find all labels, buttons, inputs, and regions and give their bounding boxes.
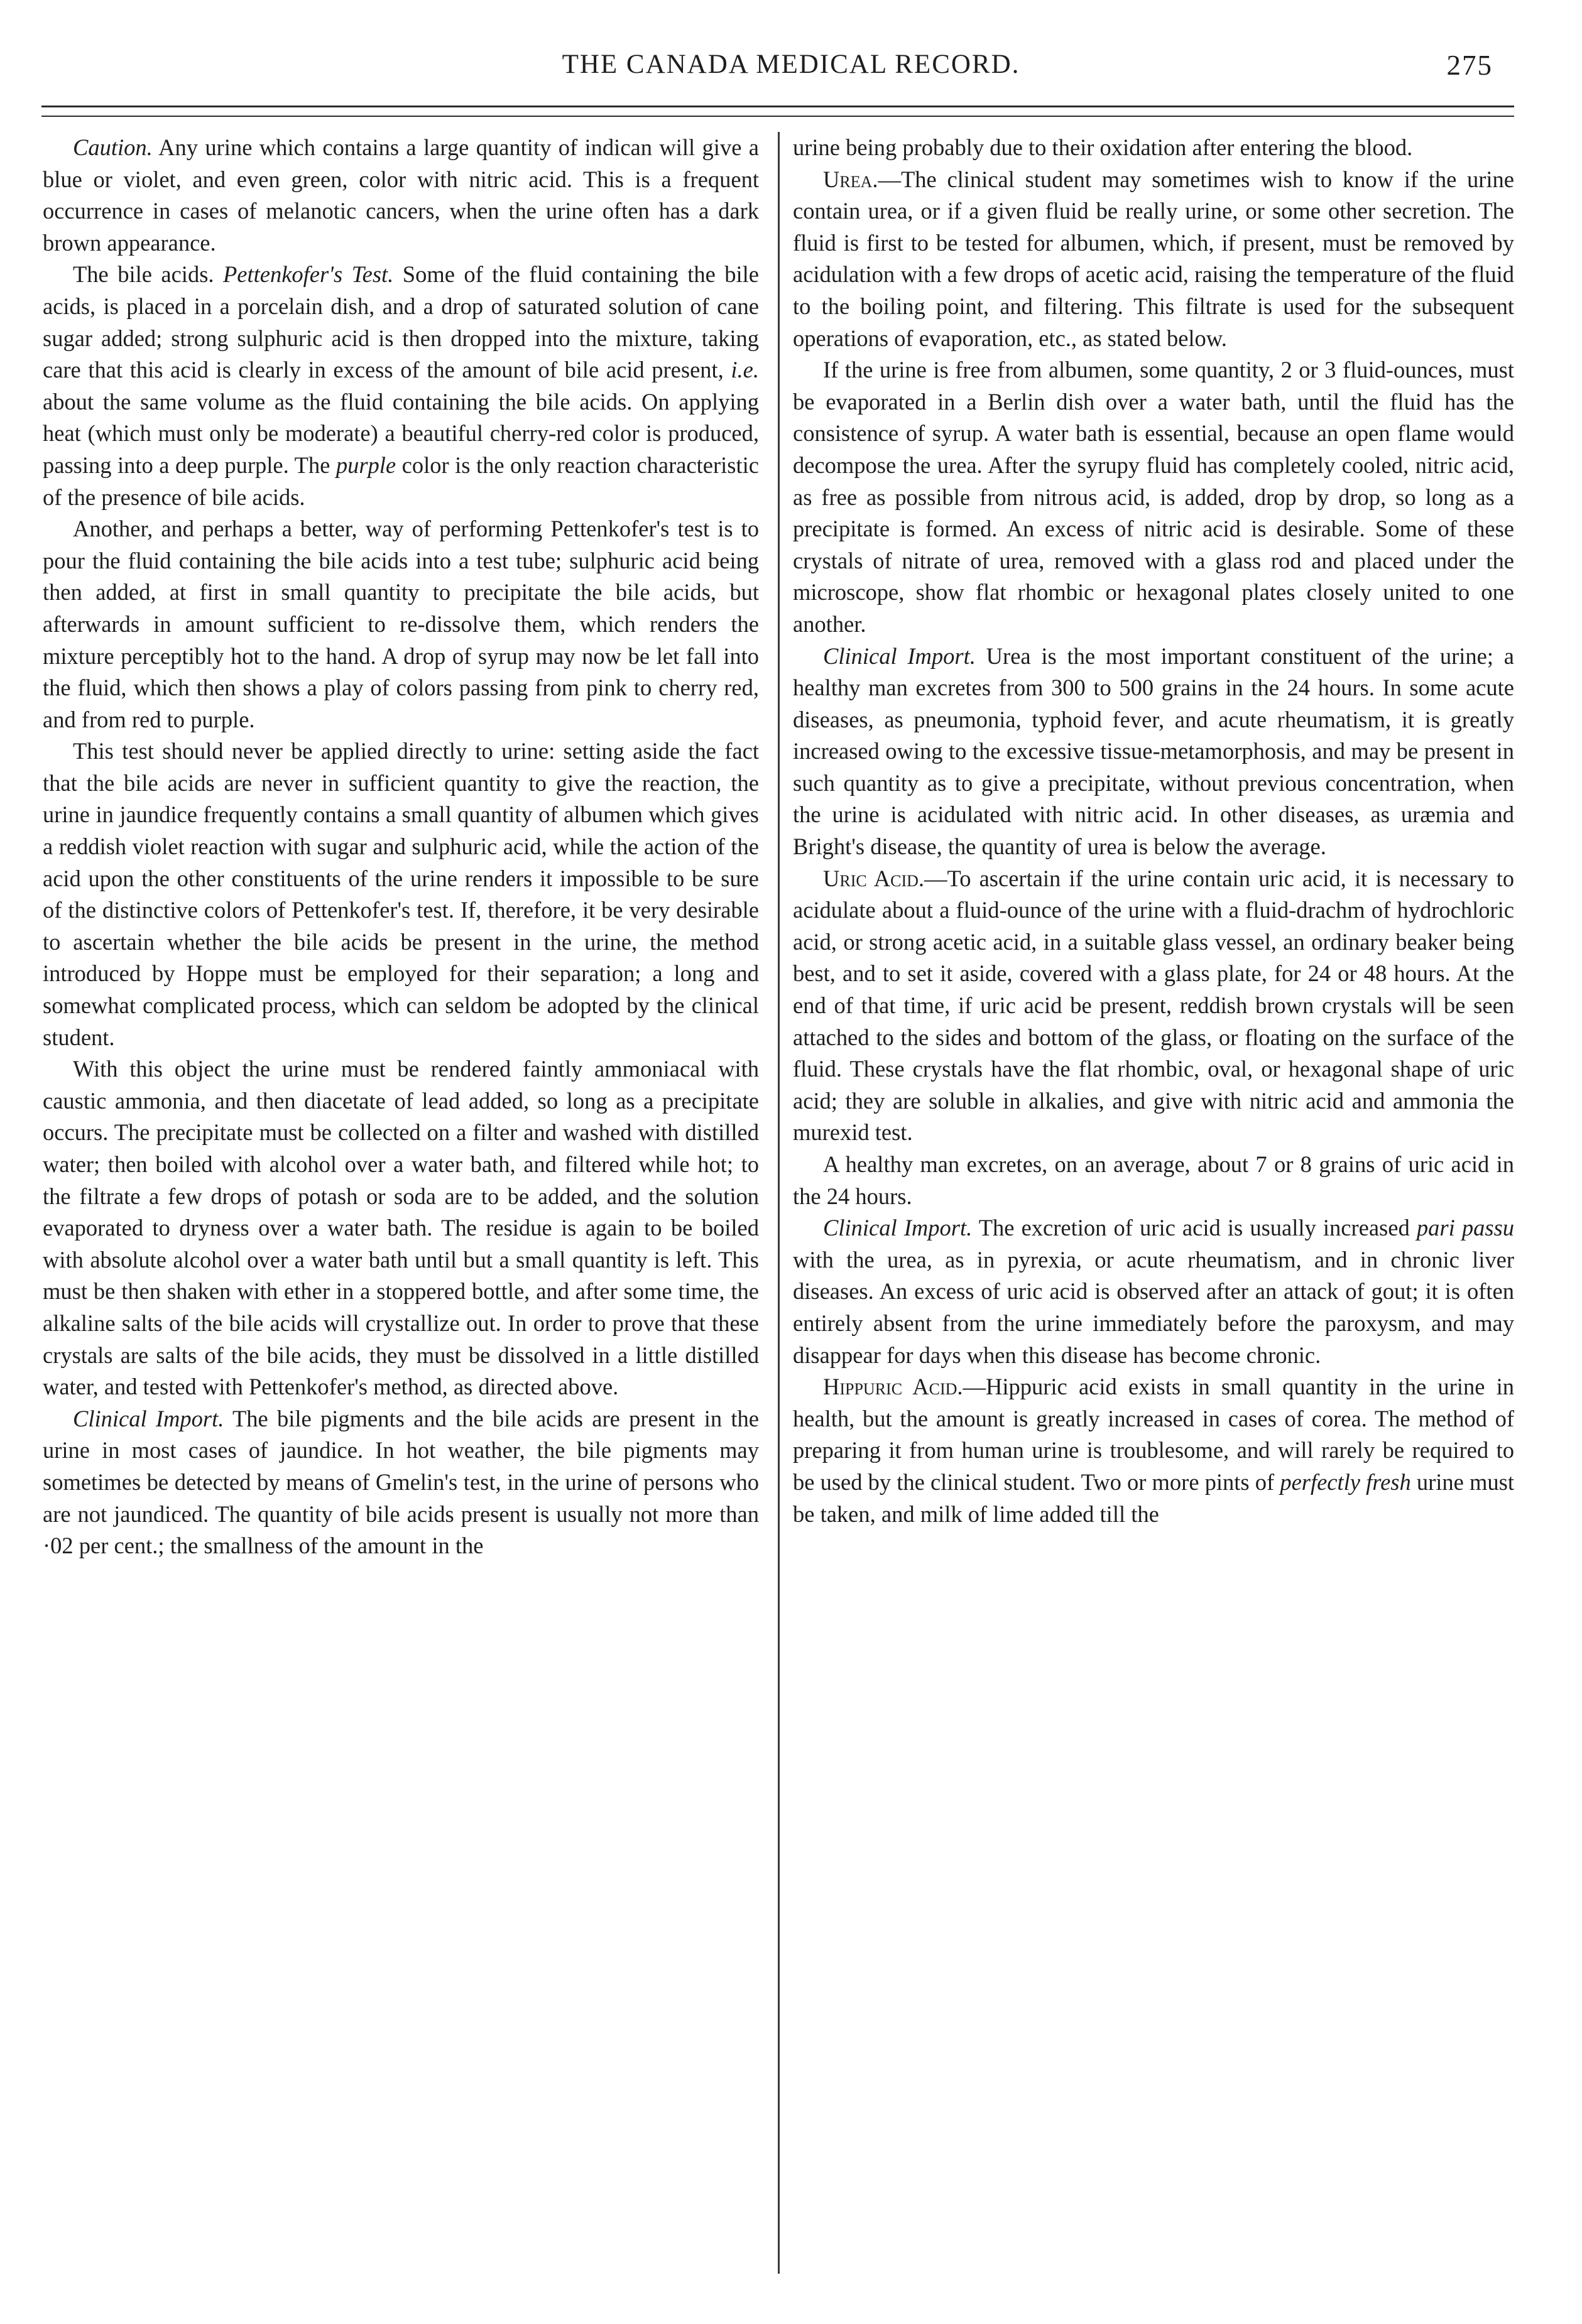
paragraph-test-warning: This test should never be applied directly to urine: setting aside the fact that the bile acids are never in sufficient quantity to give the reaction, the urine in jaundice frequently contains a small quantity of albumen which gives a reddish violet reaction with sugar and sulphuric acid, while the action of the acid upon the other constituents of the urine renders it impossible to be sure of the distinctive colors of Pettenkofer's test. If, therefore, it be very desirable to ascertain whether the bile acids be present in the urine, the method introduced by Hoppe must be employed for their separation; a long and somewhat complicated process, which can seldom be adopted by the clinical student. [43,738,759,1050]
pettenkofer-test-heading: Pettenkofer's Test. [222,261,394,288]
uric-acid-heading: Uric Acid. [823,865,925,891]
purple-emphasis: purple [335,452,396,478]
paragraph-hoppe-method: With this object the urine must be rendered faintly ammoniacal with caustic ammonia, and then diacetate of lead added, so long as a precipitate occurs. The precipitate must be collected on a filter and washed with distilled water; then boiled with alcohol over a water bath, and filtered while hot; to the filtrate a few drops of potash or soda are to be added, and the solution evaporated to dryness over a water bath. The residue is again to be boiled with absolute alcohol over a water bath until but a small quantity is left. This must be then shaken with ether in a stoppered bottle, and after some time, the alkaline salts of the bile acids will crystallize out. In order to prove that these crystals are salts of the bile acids, they must be dissolved in a little distilled water, and tested with Pettenkofer's method, as directed above. [43,1056,759,1400]
paragraph-clinical-import-urea [793,641,1514,863]
clinical-import-bile-text: The bile pigments and the bile acids are present in the urine in most cases of jaundice. In hot weather, the bile pigments may sometimes be detected by means of Gmelin's test, in the urine of persons who are not jaundiced. The quantity of bile acids present is usually not more than ·02 per cent.; the smallness of the amount in the [43,1405,760,1559]
paragraph-clinical-import-bile [43,1403,759,1562]
paragraph-uric-acid-amount: A healthy man excretes, on an average, about 7 or 8 grains of uric acid in the 24 hours. [793,1151,1514,1209]
bile-acids-text-1: Some of the fluid containing the bile acids, is placed in a porcelain dish, and a drop of saturated solution of cane sugar added; strong sulphuric acid is then dropped into the mixture, taking care that this acid is clearly in excess of the amount of bile acid present, [43,261,759,383]
hippuric-acid-text-2: urine must be taken, and milk of lime added till the [793,1469,1515,1527]
paragraph-caution [43,132,759,259]
urea-heading: Urea. [823,166,878,192]
clinical-import-urea-text: Urea is the most important constituent of the urine; a healthy man excretes from 300 to 500 grains in the 24 hours. In some acute diseases, as pneumonia, typhoid fever, and acute rheumatism, it is greatly increased owing to the excessive tissue-metamorphosis, and may be present in such quantity as to give a precipitate, without previous concentration, when the urine is acidulated with nitric acid. In other diseases, as uræmia and Bright's disease, the quantity of urea is below the average. [793,643,1515,860]
paragraph-oxidation-continued: urine being probably due to their oxidation after entering the blood. [793,134,1413,160]
pari-passu-emphasis: pari passu [1416,1215,1514,1241]
bile-acids-text-3: color is the only reaction characteristic of the presence of bile acids. [43,452,759,510]
hippuric-acid-text-1: —Hippuric acid exists in small quantity in the urine in health, but the amount is greatly increased in cases of corea. The method of preparing it from human urine is troublesome, and will rarely be required to be used by the clinical student. Two or more pints of [793,1374,1514,1495]
clinical-import-uric-text-2: with the urea, as in pyrexia, or acute rheumatism, and in chronic liver diseases. An excess of uric acid is observed after an attack of gout; it is often entirely absent from the urine immediately before the paroxysm, and may disappear for days when this disease has become chronic. [793,1246,1514,1368]
bile-acids-heading: The bile acids. [73,261,223,288]
paragraph-hippuric-acid [793,1371,1514,1530]
caution-lead: Caution. [73,134,153,160]
paragraph-bile-acids [43,259,759,513]
right-column [793,132,1514,1530]
paragraph-urea [793,164,1514,355]
hippuric-acid-heading: Hippuric Acid. [823,1374,963,1400]
paragraph-clinical-import-uric [793,1212,1514,1371]
header-rule-top [41,106,1514,107]
clinical-import-lead: Clinical Import. [73,1405,224,1431]
journal-title: THE CANADA MEDICAL RECORD. [562,50,1020,79]
perfectly-fresh-emphasis: perfectly fresh [1280,1469,1411,1495]
page-number: 275 [1446,50,1493,81]
paragraph-urea-evaporation: If the urine is free from albumen, some quantity, 2 or 3 fluid-ounces, must be evaporated in a Berlin dish over a water bath, until the fluid has the consistence of syrup. A water bath is essential, because an open flame would decompose the urea. After the syrupy fluid has completely cooled, nitric acid, as free as possible from nitrous acid, is added, drop by drop, so long as a precipitate is formed. An excess of nitric acid is desirable. Some of these crystals of nitrate of urea, removed with a glass rod and placed under the microscope, show flat rhombic or hexagonal plates closely united to one another. [793,357,1514,637]
paragraph-alternative-test: Another, and perhaps a better, way of performing Pettenkofer's test is to pour the fluid containing the bile acids into a test tube; sulphuric acid being then added, at first in small quantity to precipitate the bile acids, but afterwards in amount sufficient to re-dissolve them, which renders the mixture perceptibly hot to the hand. A drop of syrup may now be let fall into the fluid, which then shows a play of colors passing from pink to cherry red, and from red to purple. [43,516,759,732]
urea-text: —The clinical student may sometimes wish to know if the urine contain urea, or if a given fluid be really urine, or some other secretion. The fluid is first to be tested for albumen, which, if present, must be removed by acidulation with a few drops of acetic acid, raising the temperature of the fluid to the boiling point, and filtering. This filtrate is used for the subsequent operations of evaporation, etc., as stated below. [793,166,1514,351]
clinical-import-lead: Clinical Import. [823,1215,973,1241]
paragraph-uric-acid [793,863,1514,1149]
clinical-import-uric-text-1: The excretion of uric acid is usually increased [972,1215,1417,1241]
clinical-import-lead: Clinical Import. [823,643,976,669]
column-divider [778,132,780,2274]
header-rule-bottom [41,116,1514,117]
bile-acids-text-2: about the same volume as the fluid containing the bile acids. On applying heat (which must only be moderate) a beautiful cherry-red color is produced, passing into a deep purple. The [43,388,759,478]
running-head [0,49,1582,87]
caution-text: Any urine which contains a large quantity of indican will give a blue or violet, and even green, color with nitric acid. This is a frequent occurrence in cases of melanotic cancers, when the urine often has a dark brown appearance. [43,134,759,256]
left-column [43,132,759,1562]
ie-abbrev: i.e. [731,357,759,383]
uric-acid-text: —To ascertain if the urine contain uric acid, it is necessary to acidulate about a fluid-ounce of the urine with a fluid-drachm of hydrochloric acid, or strong acetic acid, in a suitable glass vessel, an ordinary beaker being best, and to set it aside, covered with a glass plate, for 24 or 48 hours. At the end of that time, if uric acid be present, reddish brown crystals will be seen attached to the sides and bottom of the glass, or floating on the surface of the fluid. These crystals have the flat rhombic, oval, or hexagonal shape of uric acid; they are soluble in alkalies, and give with nitric acid and ammonia the murexid test. [793,865,1514,1146]
